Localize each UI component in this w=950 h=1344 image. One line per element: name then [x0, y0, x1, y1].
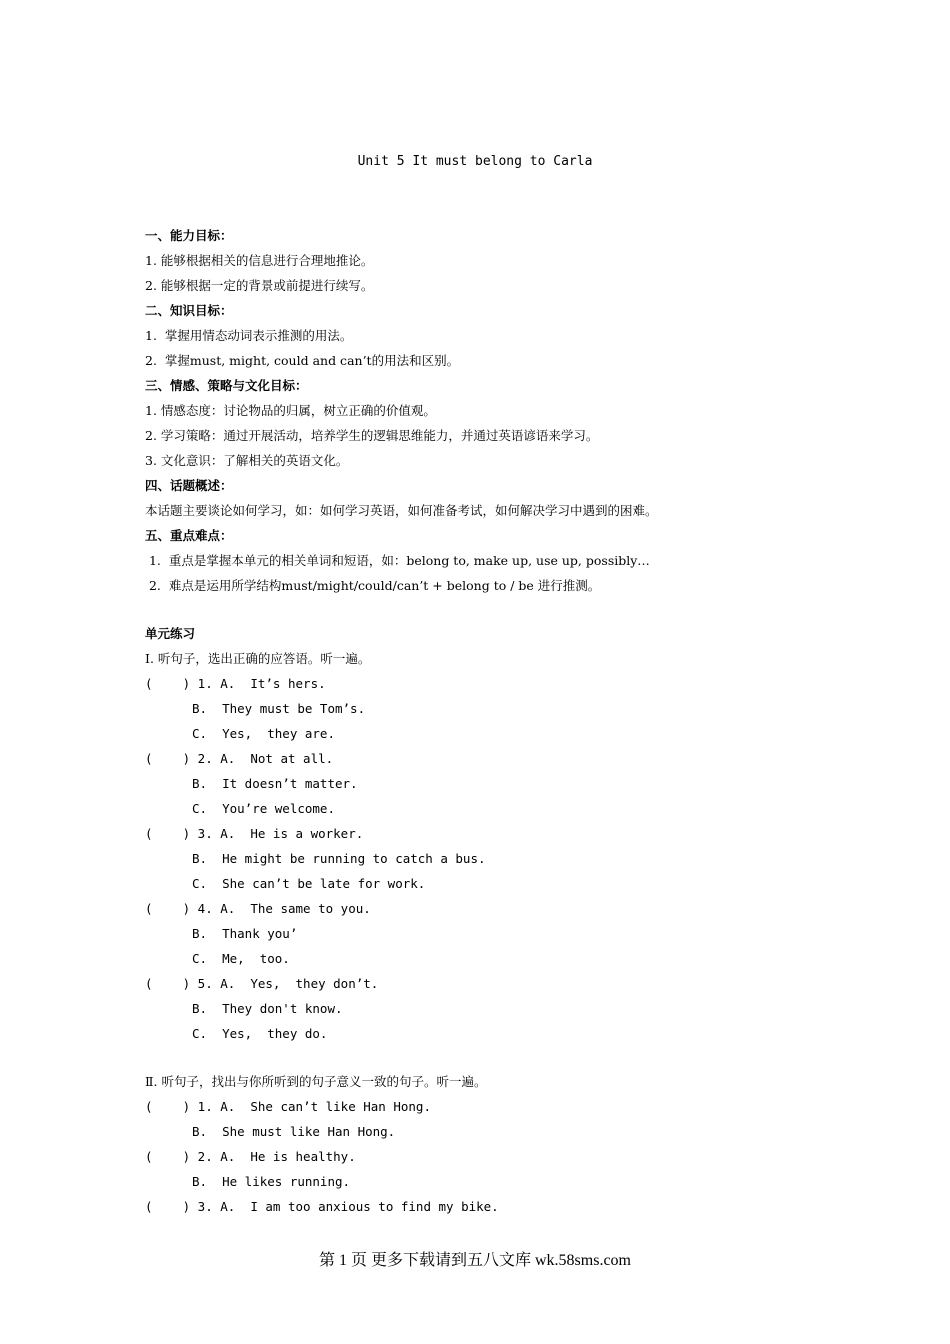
objective-heading: 四、话题概述： — [145, 478, 233, 493]
section-instruction: Ⅱ. 听句子，找出与你所听到的句子意义一致的句子。听一遍。 — [145, 1074, 487, 1089]
page-footer: 第 1 页 更多下载请到五八文库 wk.58sms.com — [318, 1252, 631, 1269]
exercise-heading: 单元练习 — [145, 626, 196, 641]
answer-option: B. He might be running to catch a bus. — [192, 851, 486, 866]
answer-option: B. Thank you’ — [192, 926, 298, 941]
answer-option: C. Yes, they do. — [192, 1026, 328, 1041]
document-title: Unit 5 It must belong to Carla — [357, 154, 593, 169]
objective-item: 3. 文化意识：了解相关的英语文化。 — [145, 453, 349, 468]
section-instruction: Ⅰ. 听句子，选出正确的应答语。听一遍。 — [145, 651, 371, 666]
objective-item: 2. 能够根据一定的背景或前提进行续写。 — [145, 278, 374, 293]
objective-item: 1. 情感态度：讨论物品的归属，树立正确的价值观。 — [145, 403, 436, 418]
objective-item: 2. 难点是运用所学结构must/might/could/can’t + belong to / be 进行推测。 — [145, 578, 601, 593]
objective-item: 1. 能够根据相关的信息进行合理地推论。 — [145, 253, 374, 268]
objective-heading: 二、知识目标： — [145, 303, 233, 318]
question-line: ( ) 1. A. She can’t like Han Hong. — [145, 1099, 431, 1114]
answer-option: B. They don't know. — [192, 1001, 343, 1016]
answer-option: C. Me, too. — [192, 951, 290, 966]
objective-heading: 一、能力目标： — [145, 228, 233, 243]
question-line: ( ) 3. A. I am too anxious to find my bike. — [145, 1199, 499, 1214]
objective-item: 2. 学习策略：通过开展活动，培养学生的逻辑思维能力，并通过英语谚语来学习。 — [145, 428, 599, 443]
answer-option: B. It doesn’t matter. — [192, 776, 358, 791]
question-line: ( ) 5. A. Yes, they don’t. — [145, 976, 379, 991]
answer-option: B. He likes running. — [192, 1174, 351, 1189]
question-line: ( ) 1. A. It’s hers. — [145, 676, 326, 691]
objective-item: 本话题主要谈论如何学习，如：如何学习英语，如何准备考试，如何解决学习中遇到的困难。 — [145, 503, 658, 518]
answer-option: B. She must like Han Hong. — [192, 1124, 396, 1139]
answer-option: C. She can’t be late for work. — [192, 876, 426, 891]
question-line: ( ) 2. A. Not at all. — [145, 751, 334, 766]
answer-option: B. They must be Tom’s. — [192, 701, 366, 716]
question-line: ( ) 3. A. He is a worker. — [145, 826, 364, 841]
objective-item: 2. 掌握must, might, could and can’t的用法和区别。 — [145, 353, 460, 368]
objective-heading: 三、情感、策略与文化目标： — [145, 378, 308, 393]
answer-option: C. You’re welcome. — [192, 801, 335, 816]
question-line: ( ) 4. A. The same to you. — [145, 901, 371, 916]
answer-option: C. Yes, they are. — [192, 726, 335, 741]
objective-item: 1. 重点是掌握本单元的相关单词和短语，如：belong to, make up, use up, possibly… — [145, 553, 650, 568]
objective-heading: 五、重点难点： — [145, 528, 233, 543]
question-line: ( ) 2. A. He is healthy. — [145, 1149, 356, 1164]
objective-item: 1. 掌握用情态动词表示推测的用法。 — [145, 328, 353, 343]
